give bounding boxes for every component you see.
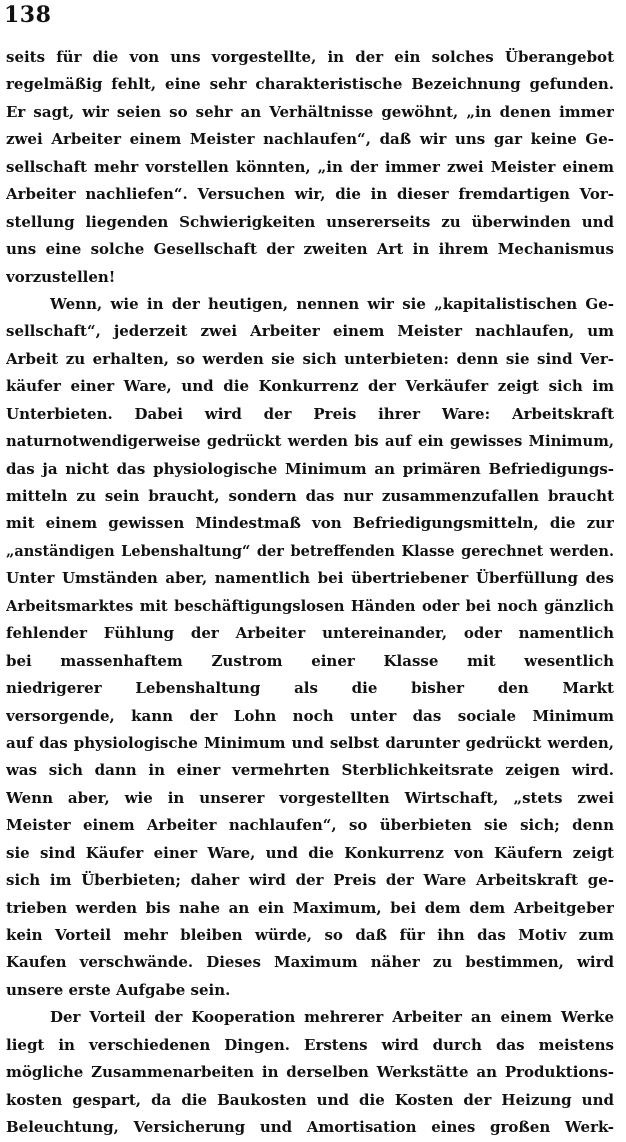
text-line: versorgende, kann der Lohn noch unter das sociale Minimum xyxy=(6,706,614,725)
text-line: mit einem gewissen Mindestmaß von Befriedigungsmitteln, die zur xyxy=(6,514,614,533)
text-line: Er sagt, wir seien so sehr an Verhältnisse gewöhnt, „in denen immer xyxy=(6,102,614,121)
text-line: liegt in verschiedenen Dingen. Erstens wird durch das meistens xyxy=(6,1035,614,1054)
text-line: was sich dann in einer vermehrten Sterblichkeitsrate zeigen wird. xyxy=(6,761,614,780)
text-line: niedrigerer Lebenshaltung als die bisher den Markt xyxy=(6,679,614,698)
text-line: auf das physiologische Minimum und selbst darunter gedrückt werden, xyxy=(6,733,614,752)
text-line: Arbeit zu erhalten, so werden sie sich unterbieten: denn sie sind Ver- xyxy=(6,349,614,368)
text-line: Meister einem Arbeiter nachlaufen“, so überbieten sie sich; denn xyxy=(6,816,614,835)
text-line: kosten gespart, da die Baukosten und die Kosten der Heizung und xyxy=(6,1090,614,1109)
text-line: mitteln zu sein braucht, sondern das nur zusammenzufallen braucht xyxy=(6,487,614,505)
text-line: trieben werden bis nahe an ein Maximum, bei dem dem Arbeitgeber xyxy=(6,898,614,917)
text-line: uns eine solche Gesellschaft der zweiten Art in ihrem Mechanismus xyxy=(6,240,614,259)
text-line: regelmäßig fehlt, eine sehr charakteristische Bezeichnung gefunden. xyxy=(6,75,614,94)
text-line: sie sind Käufer einer Ware, und die Konkurrenz von Käufern zeigt xyxy=(6,843,614,862)
page-number: 138 xyxy=(4,2,52,28)
text-line: Arbeiter nachliefen“. Versuchen wir, die in dieser fremdartigen Vor- xyxy=(6,185,614,204)
paragraph-end-line: vorzustellen! xyxy=(6,267,116,286)
text-line: Kaufen verschwände. Dieses Maximum näher zu bestimmen, wird xyxy=(6,953,614,972)
text-line: sellschaft“, jederzeit zwei Arbeiter einem Meister nachlaufen, um xyxy=(6,322,614,341)
body-text xyxy=(6,44,614,1142)
text-line: seits für die von uns vorgestellte, in der ein solches Überangebot xyxy=(6,48,614,66)
text-line: das ja nicht das physiologische Minimum an primären Befriedigungs- xyxy=(6,459,614,478)
text-line: käufer einer Ware, und die Konkurrenz der Verkäufer zeigt sich im xyxy=(6,377,614,396)
text-line: naturnotwendigerweise gedrückt werden bis auf ein gewisses Minimum, xyxy=(6,433,614,451)
text-line: zwei Arbeiter einem Meister nachlaufen“, daß wir uns gar keine Ge- xyxy=(6,130,614,149)
paragraph-start-line: Wenn, wie in der heutigen, nennen wir sie „kapitalistischen Ge- xyxy=(50,294,614,313)
text-line: mögliche Zusammenarbeiten in derselben Werkstätte an Produktions- xyxy=(6,1063,614,1082)
paragraph-end-line: unsere erste Aufgabe sein. xyxy=(6,980,231,999)
text-line: Arbeitsmarktes mit beschäftigungslosen Händen oder bei noch gänzlich xyxy=(6,597,614,615)
text-line: Unterbieten. Dabei wird der Preis ihrer Ware: Arbeitskraft xyxy=(6,404,614,423)
text-line: kein Vorteil mehr bleiben würde, so daß für ihn das Motiv zum xyxy=(6,926,614,944)
text-line: sich im Überbieten; daher wird der Preis der Ware Arbeitskraft ge- xyxy=(6,871,614,890)
text-line: Wenn aber, wie in unserer vorgestellten Wirtschaft, „stets zwei xyxy=(6,788,614,807)
text-line: fehlender Fühlung der Arbeiter untereinander, oder namentlich xyxy=(6,624,614,643)
paragraph-start-line: Der Vorteil der Kooperation mehrerer Arbeiter an einem Werke xyxy=(50,1008,614,1027)
text-line: Beleuchtung, Versicherung und Amortisation eines großen Werk- xyxy=(6,1118,614,1137)
text-line: „anständigen Lebenshaltung“ der betreffenden Klasse gerechnet werden. xyxy=(6,542,614,560)
text-line: stellung liegenden Schwierigkeiten unsererseits zu überwinden und xyxy=(6,212,614,231)
text-line: bei massenhaftem Zustrom einer Klasse mit wesentlich xyxy=(6,651,614,670)
text-line: Unter Umständen aber, namentlich bei übertriebener Überfüllung des xyxy=(6,569,614,588)
text-line: sellschaft mehr vorstellen könnten, „in der immer zwei Meister einem xyxy=(6,157,614,176)
